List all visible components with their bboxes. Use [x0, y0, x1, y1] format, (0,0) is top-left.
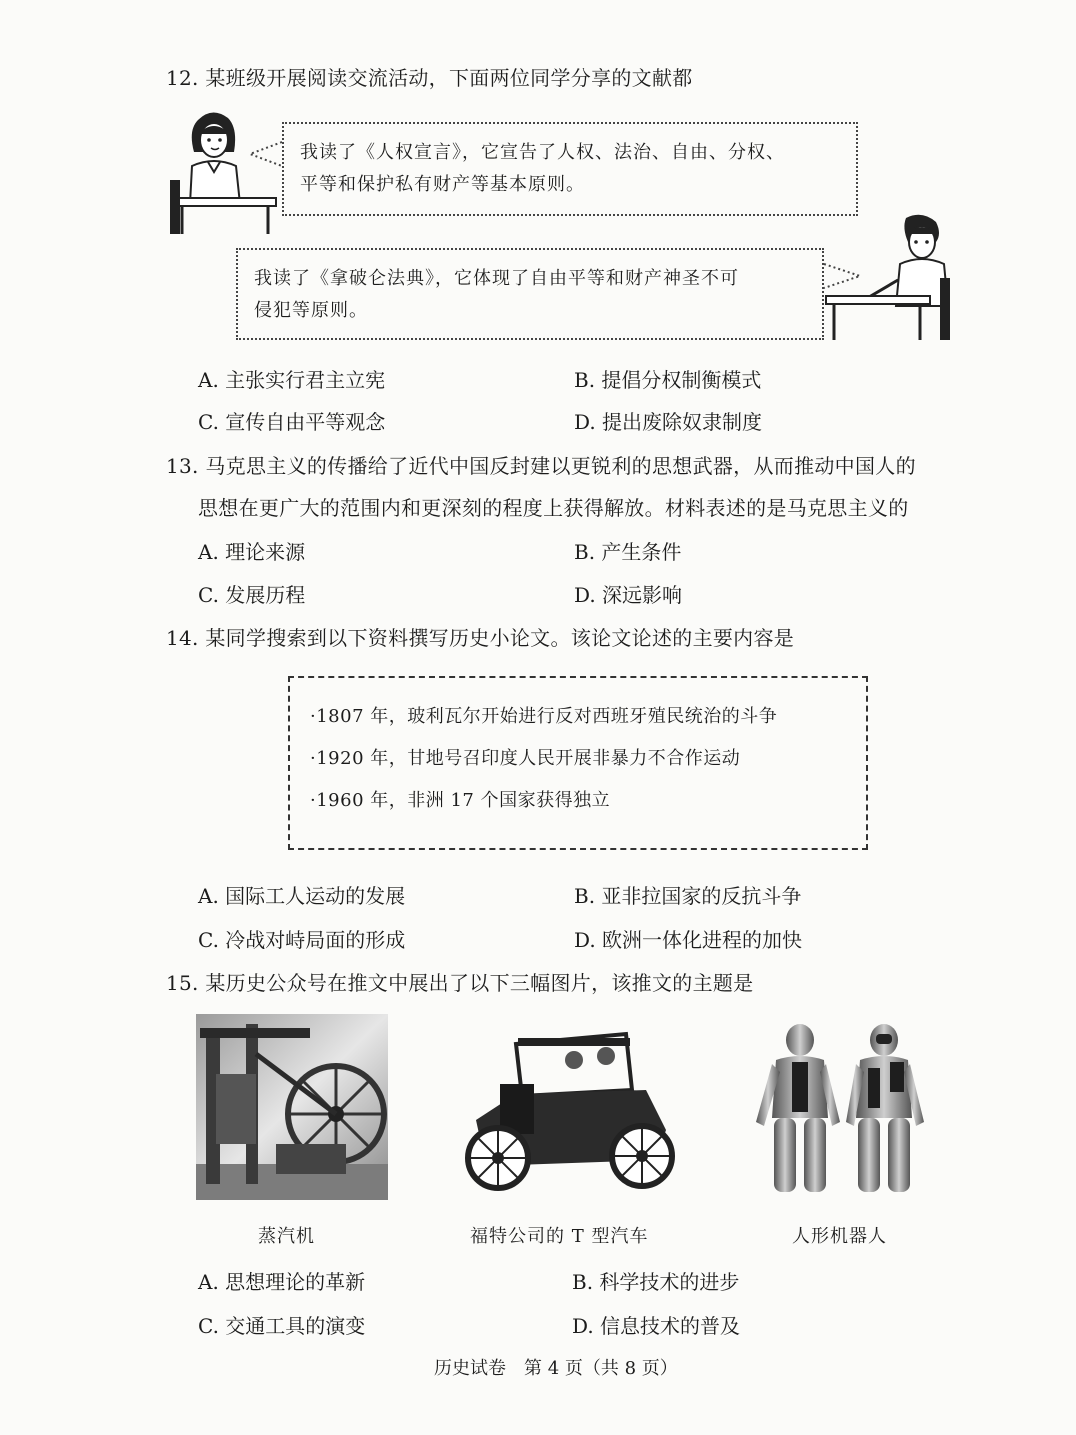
q12-option-b: B. 提倡分权制衡模式	[574, 368, 762, 392]
q13-stem-line1: 13. 马克思主义的传播给了近代中国反封建以更锐利的思想武器，从而推动中国人的	[166, 454, 916, 478]
q12-option-a: A. 主张实行君主立宪	[198, 368, 386, 392]
q14-material-item-1: ·1807 年，玻利瓦尔开始进行反对西班牙殖民统治的斗争	[310, 706, 778, 727]
q15-stem: 15. 某历史公众号在推文中展出了以下三幅图片，该推文的主题是	[166, 971, 754, 995]
q15-option-b: B. 科学技术的进步	[572, 1270, 740, 1294]
q12-option-c: C. 宣传自由平等观念	[198, 410, 386, 434]
q14-material-box	[288, 676, 868, 850]
q15-option-a: A. 思想理论的革新	[198, 1270, 366, 1294]
humanoid-robot-image	[748, 1022, 938, 1198]
girl-speech-bubble	[282, 122, 858, 216]
boy-speech-line2: 侵犯等原则。	[254, 300, 368, 321]
girl-speech-line2: 平等和保护私有财产等基本原则。	[300, 174, 585, 195]
steam-engine-image	[196, 1014, 388, 1200]
q12-option-d: D. 提出废除奴隶制度	[574, 410, 763, 434]
boy-student-illustration	[824, 208, 954, 342]
q14-stem: 14. 某同学搜索到以下资料撰写历史小论文。该论文论述的主要内容是	[166, 626, 795, 650]
q14-option-c: C. 冷战对峙局面的形成	[198, 928, 406, 952]
page-footer: 历史试卷 第 4 页（共 8 页）	[434, 1358, 678, 1379]
q13-stem-line2: 思想在更广大的范围内和更深刻的程度上获得解放。材料表述的是马克思主义的	[198, 496, 909, 520]
q14-option-b: B. 亚非拉国家的反抗斗争	[574, 884, 802, 908]
caption-humanoid-robot: 人形机器人	[792, 1226, 887, 1247]
q13-option-a: A. 理论来源	[198, 540, 306, 564]
q14-option-d: D. 欧洲一体化进程的加快	[574, 928, 803, 952]
caption-steam-engine: 蒸汽机	[258, 1226, 315, 1247]
q13-option-b: B. 产生条件	[574, 540, 682, 564]
q14-option-a: A. 国际工人运动的发展	[198, 884, 406, 908]
ford-model-t-image	[456, 1020, 678, 1196]
girl-speech-line1: 我读了《人权宣言》，它宣告了人权、法治、自由、分权、	[300, 142, 785, 163]
q14-material-item-3: ·1960 年，非洲 17 个国家获得独立	[310, 790, 611, 811]
q14-material-item-2: ·1920 年，甘地号召印度人民开展非暴力不合作运动	[310, 748, 741, 769]
q13-option-d: D. 深远影响	[574, 583, 683, 607]
q15-option-d: D. 信息技术的普及	[572, 1314, 741, 1338]
boy-speech-bubble	[236, 248, 824, 340]
q15-option-c: C. 交通工具的演变	[198, 1314, 366, 1338]
q13-option-c: C. 发展历程	[198, 583, 306, 607]
caption-ford-model-t: 福特公司的 T 型汽车	[470, 1226, 649, 1247]
q12-stem: 12. 某班级开展阅读交流活动，下面两位同学分享的文献都	[166, 66, 693, 90]
boy-speech-line1: 我读了《拿破仑法典》，它体现了自由平等和财产神圣不可	[254, 268, 739, 289]
girl-student-illustration	[168, 108, 278, 236]
girl-bubble-tail	[248, 140, 284, 170]
